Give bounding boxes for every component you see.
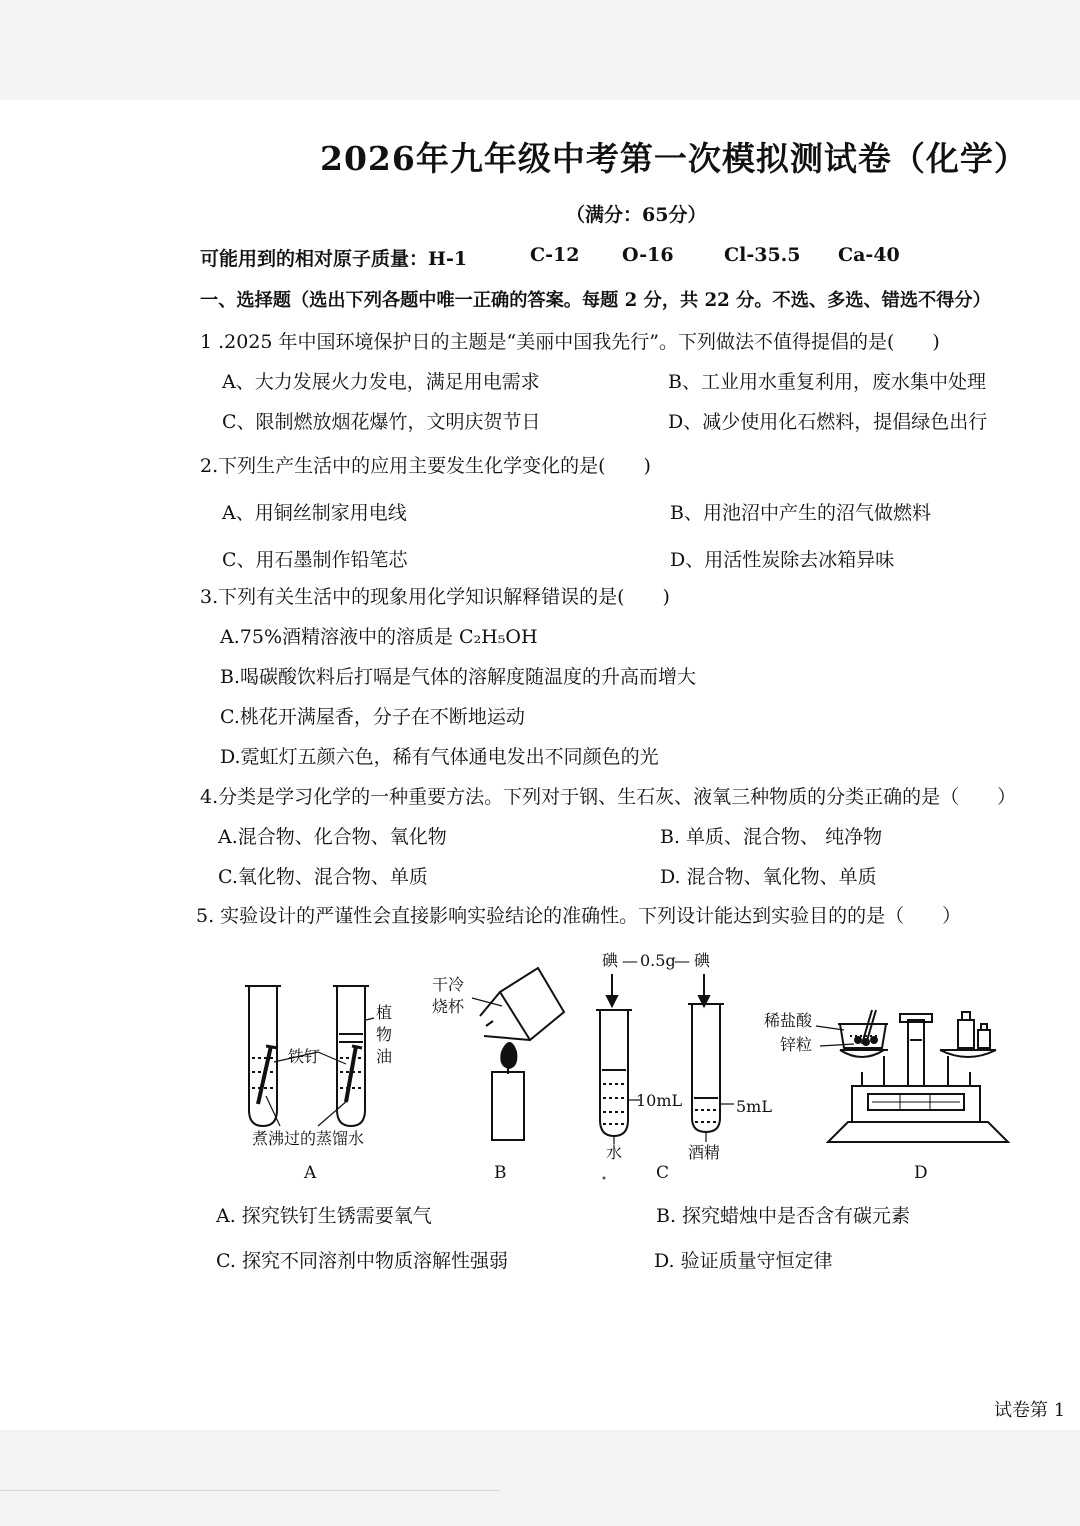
fig-b-beaker-2: 烧杯 bbox=[432, 997, 465, 1016]
fig-c-alcohol: 酒精 bbox=[688, 1143, 721, 1162]
q4-stem: 4.分类是学习化学的一种重要方法。下列对于钢、生石灰、液氧三种物质的分类正确的是（ ） bbox=[200, 786, 1017, 808]
q3-stem: 3.下列有关生活中的现象用化学知识解释错误的是( ) bbox=[200, 586, 670, 608]
atomic-mass-ca: Ca-40 bbox=[838, 244, 900, 266]
fig-c-dash-left: — bbox=[622, 951, 638, 970]
fig-c-iodine-left: 碘 bbox=[602, 951, 619, 970]
page-title: 2026年九年级中考第一次模拟测试卷（化学） bbox=[320, 139, 1028, 178]
fig-b-beaker-1: 干冷 bbox=[432, 975, 465, 994]
q1-option-b: B、工业用水重复利用，废水集中处理 bbox=[668, 371, 986, 393]
page-footer: 试卷第 1 bbox=[994, 1400, 1066, 1421]
q2-option-c: C、用石墨制作铅笔芯 bbox=[222, 549, 408, 571]
fig-caption-a: A bbox=[304, 1163, 317, 1183]
q2-stem: 2.下列生产生活中的应用主要发生化学变化的是( ) bbox=[200, 455, 651, 477]
q5-stem: 5. 实验设计的严谨性会直接影响实验结论的准确性。下列设计能达到实验目的的是（ ） bbox=[196, 905, 962, 927]
scan-speck bbox=[603, 1177, 606, 1180]
fig-d-zinc: 锌粒 bbox=[780, 1035, 813, 1054]
fig-c-mass: 0.5g bbox=[640, 951, 676, 970]
section-heading: 一、选择题（选出下列各题中唯一正确的答案。每题 2 分，共 22 分。不选、多选、错选不得分） bbox=[200, 290, 991, 311]
figure-d-apparatus bbox=[816, 1010, 1008, 1142]
fig-a-oil-3: 油 bbox=[376, 1047, 393, 1066]
q3-option-d: D.霓虹灯五颜六色，稀有气体通电发出不同颜色的光 bbox=[220, 746, 659, 768]
fig-a-nail: 铁钉 bbox=[288, 1047, 321, 1066]
full-score: （满分：65分） bbox=[566, 204, 707, 226]
fig-caption-c: C bbox=[656, 1163, 670, 1183]
atomic-mass-cl: Cl-35.5 bbox=[724, 244, 801, 266]
q5-option-a: A. 探究铁钉生锈需要氧气 bbox=[216, 1205, 432, 1227]
q4-option-c: C.氧化物、混合物、单质 bbox=[218, 866, 428, 888]
fig-caption-b: B bbox=[494, 1163, 507, 1183]
fig-c-volume-2: 5mL bbox=[736, 1097, 772, 1116]
q1-option-a: A、大力发展火力发电，满足用电需求 bbox=[222, 371, 540, 393]
figure-c-apparatus bbox=[596, 974, 734, 1144]
q3-option-a: A.75%酒精溶液中的溶质是 C₂H₅OH bbox=[220, 626, 538, 648]
q1-option-d: D、减少使用化石燃料，提倡绿色出行 bbox=[668, 411, 988, 433]
q2-option-b: B、用池沼中产生的沼气做燃料 bbox=[670, 502, 931, 524]
fig-a-oil-2: 物 bbox=[376, 1025, 393, 1044]
fig-a-water: 煮沸过的蒸馏水 bbox=[252, 1129, 365, 1148]
q4-option-a: A.混合物、化合物、氧化物 bbox=[218, 826, 447, 848]
atomic-mass-label: 可能用到的相对原子质量：H-1 bbox=[200, 248, 468, 270]
q5-option-c: C. 探究不同溶剂中物质溶解性强弱 bbox=[216, 1250, 508, 1272]
q1-stem: 1 .2025 年中国环境保护日的主题是“美丽中国我先行”。下列做法不值得提倡的是( ) bbox=[200, 331, 940, 353]
fig-c-dash-right: — bbox=[674, 951, 690, 970]
q2-option-d: D、用活性炭除去冰箱异味 bbox=[670, 549, 895, 571]
q5-option-b: B. 探究蜡烛中是否含有碳元素 bbox=[656, 1205, 911, 1227]
q1-option-c: C、限制燃放烟花爆竹，文明庆贺节日 bbox=[222, 411, 541, 433]
atomic-mass-o: O-16 bbox=[622, 244, 674, 266]
fig-c-iodine-right: 碘 bbox=[694, 951, 711, 970]
q3-option-b: B.喝碳酸饮料后打嗝是气体的溶解度随温度的升高而增大 bbox=[220, 666, 697, 688]
q5-option-d: D. 验证质量守恒定律 bbox=[654, 1250, 833, 1272]
fig-caption-d: D bbox=[914, 1163, 928, 1183]
fig-d-acid: 稀盐酸 bbox=[764, 1011, 813, 1030]
fig-c-water: 水 bbox=[606, 1143, 623, 1162]
q2-option-a: A、用铜丝制家用电线 bbox=[222, 502, 407, 524]
fig-c-volume-1: 10mL bbox=[636, 1091, 683, 1110]
figure-b-apparatus bbox=[472, 968, 564, 1140]
q3-option-c: C.桃花开满屋香，分子在不断地运动 bbox=[220, 706, 525, 728]
q4-option-d: D. 混合物、氧化物、单质 bbox=[660, 866, 877, 888]
q4-option-b: B. 单质、混合物、 纯净物 bbox=[660, 826, 883, 848]
fig-a-oil-1: 植 bbox=[376, 1003, 393, 1022]
atomic-mass-c: C-12 bbox=[530, 244, 580, 266]
